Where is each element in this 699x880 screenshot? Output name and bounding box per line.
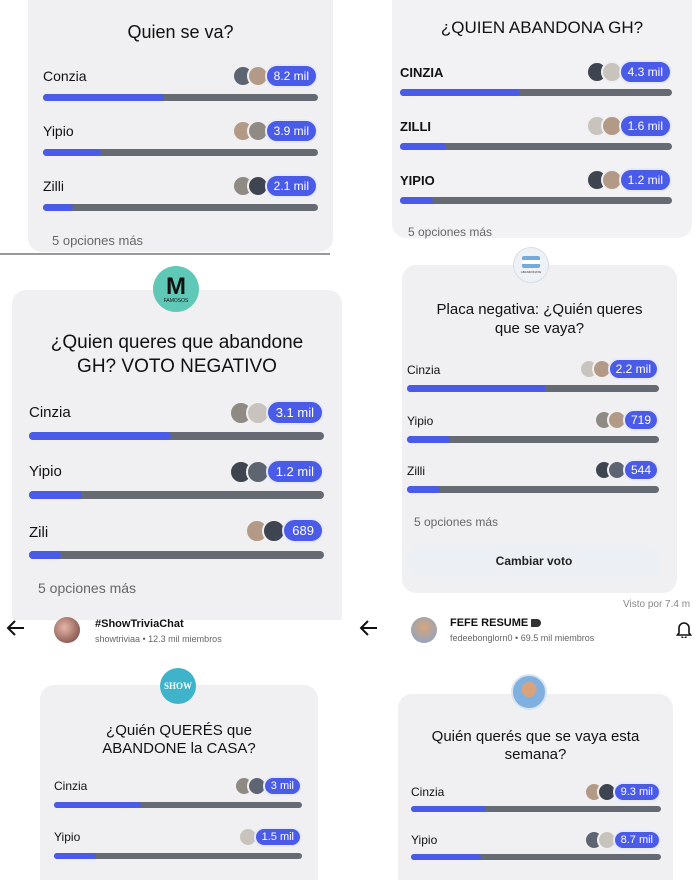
- vote-count: 1.2 mil: [586, 168, 672, 192]
- voter-avatars: [584, 830, 617, 850]
- poll-option[interactable]: [407, 358, 659, 398]
- poll-option[interactable]: [43, 119, 318, 159]
- poll-option[interactable]: [43, 64, 318, 104]
- result-bar: [411, 854, 661, 860]
- poll-option[interactable]: [400, 114, 672, 154]
- poll-option[interactable]: [54, 827, 302, 863]
- option-label: YIPIO: [400, 173, 435, 188]
- voter-avatars: [584, 782, 617, 802]
- result-bar: [43, 149, 318, 156]
- result-bar-fill: [407, 486, 440, 493]
- vote-count: 2.2 mil: [579, 358, 659, 380]
- poll-card: [40, 685, 318, 880]
- option-label: Yipio: [29, 463, 62, 480]
- voter-avatars: [234, 776, 267, 796]
- voter-avatars: [229, 401, 270, 425]
- poll-question-line2: que se vaya?: [494, 320, 585, 337]
- vote-count: 4.3 mil: [586, 60, 672, 84]
- poll-option[interactable]: [400, 60, 672, 100]
- result-bar-fill: [400, 89, 520, 96]
- channel-logo: [511, 674, 547, 710]
- option-label: Cinzia: [407, 363, 441, 377]
- option-label: Cinzia: [29, 404, 71, 421]
- channel-subtitle: fedeebonglorn0 • 69.5 mil miembros: [450, 633, 595, 643]
- result-bar: [43, 94, 318, 101]
- poll-option[interactable]: [29, 459, 324, 503]
- poll-option[interactable]: [29, 400, 324, 444]
- change-vote-button[interactable]: Cambiar voto: [408, 545, 660, 577]
- result-bar: [400, 143, 672, 150]
- option-label: Cinzia: [411, 785, 445, 799]
- poll-question: ¿QUIEN ABANDONA GH?: [440, 18, 644, 37]
- result-bar: [54, 802, 302, 808]
- more-options-link[interactable]: 5 opciones más: [408, 225, 493, 239]
- back-arrow-icon[interactable]: [359, 617, 379, 643]
- vote-count: 1.6 mil: [586, 114, 672, 138]
- poll-card: [12, 290, 342, 620]
- vote-count: 2.1 mil: [232, 174, 318, 198]
- poll-panel-6: [385, 660, 699, 880]
- vote-count: 719: [594, 409, 659, 431]
- result-bar-fill: [407, 385, 546, 392]
- voter-avatars: [229, 460, 270, 484]
- channel-logo: SHOW: [160, 668, 196, 704]
- poll-option[interactable]: [54, 776, 302, 812]
- result-bar-fill: [411, 806, 486, 812]
- poll-panel-2: [385, 0, 699, 240]
- poll-panel-5: [0, 660, 350, 880]
- bell-icon[interactable]: [676, 620, 692, 643]
- vote-count: 8.2 mil: [232, 64, 318, 88]
- poll-panel-1: [0, 0, 336, 255]
- poll-card: [398, 694, 673, 880]
- views-count: Visto por 7.4 m: [623, 599, 691, 610]
- poll-option[interactable]: [400, 168, 672, 208]
- poll-question-line2: ABANDONE la CASA?: [102, 740, 256, 757]
- vote-count: 3.1 mil: [229, 400, 324, 425]
- result-bar-fill: [29, 551, 61, 559]
- result-bar-fill: [54, 802, 141, 808]
- option-label: Yipio: [411, 833, 438, 847]
- result-bar-fill: [54, 853, 96, 859]
- option-label: Zilli: [407, 464, 425, 478]
- result-bar-fill: [400, 143, 446, 150]
- channel-name[interactable]: FEFE RESUME: [450, 617, 541, 629]
- voter-avatars: [232, 120, 269, 142]
- voter-avatars: [586, 61, 623, 83]
- vote-count: 689: [245, 518, 324, 543]
- channel-subtitle: showtriviaa • 12.3 mil miembros: [95, 634, 222, 644]
- result-bar: [407, 385, 659, 392]
- channel-logo: ABANDONATE: [513, 247, 549, 283]
- poll-option[interactable]: [29, 518, 324, 562]
- voter-avatars: [586, 115, 623, 137]
- voter-avatars: [232, 175, 269, 197]
- option-label: Zili: [29, 524, 49, 541]
- poll-question-line2: GH? VOTO NEGATIVO: [77, 356, 277, 377]
- voter-avatars: [579, 359, 612, 379]
- poll-question-line1: Quién querés que se vaya esta: [431, 728, 640, 745]
- poll-option[interactable]: [43, 174, 318, 214]
- vote-count: 544: [594, 459, 659, 481]
- option-label: Zilli: [43, 178, 64, 194]
- poll-question-line1: ¿Quién QUERÉS que: [106, 722, 252, 739]
- channel-avatar[interactable]: [54, 617, 80, 643]
- result-bar-fill: [43, 94, 164, 101]
- result-bar: [407, 436, 659, 443]
- result-bar-fill: [43, 204, 73, 211]
- result-bar-fill: [29, 432, 171, 440]
- poll-option[interactable]: [411, 830, 661, 866]
- poll-card: [402, 265, 677, 593]
- result-bar: [29, 491, 324, 499]
- poll-option[interactable]: [407, 409, 659, 449]
- option-label: ZILLI: [400, 119, 432, 134]
- result-bar-fill: [29, 491, 82, 499]
- poll-card: [392, 0, 692, 238]
- voter-avatars: [586, 169, 623, 191]
- vote-count: 1.5 mil: [238, 827, 302, 847]
- result-bar: [411, 806, 661, 812]
- result-bar: [400, 197, 672, 204]
- result-bar-fill: [400, 197, 433, 204]
- voter-avatars: [245, 519, 286, 543]
- megaphone-icon: [531, 619, 541, 627]
- channel-name[interactable]: #ShowTriviaChat: [95, 618, 184, 630]
- vote-count: 9.3 mil: [584, 782, 661, 802]
- channel-logo: M FAMOSOS: [153, 266, 199, 312]
- option-label: Yipio: [43, 123, 74, 139]
- result-bar: [29, 551, 324, 559]
- more-options-link[interactable]: 5 opciones más: [52, 233, 144, 248]
- poll-panel-3: [0, 260, 350, 620]
- result-bar: [400, 89, 672, 96]
- vote-count: 3.9 mil: [232, 119, 318, 143]
- option-label: CINZIA: [400, 65, 444, 80]
- divider: [0, 253, 330, 255]
- poll-question: Quien se va?: [127, 22, 234, 42]
- more-options-link[interactable]: 5 opciones más: [38, 580, 137, 596]
- poll-panel-4: [385, 245, 699, 615]
- voter-avatars: [232, 65, 269, 87]
- poll-question-line1: Placa negativa: ¿Quién queres: [436, 301, 643, 318]
- result-bar: [29, 432, 324, 440]
- channel-avatar[interactable]: [411, 617, 437, 643]
- vote-count: 3 mil: [234, 776, 302, 796]
- vote-count: 1.2 mil: [229, 459, 324, 484]
- vote-count: 8.7 mil: [584, 830, 661, 850]
- poll-question-line1: ¿Quien queres que abandone: [50, 332, 304, 353]
- flag-icon: [522, 256, 540, 268]
- poll-option[interactable]: [407, 459, 659, 499]
- more-options-link[interactable]: 5 opciones más: [414, 515, 499, 529]
- option-label: Yipio: [407, 414, 434, 428]
- option-label: Conzia: [43, 68, 87, 84]
- result-bar: [407, 486, 659, 493]
- back-arrow-icon[interactable]: [6, 617, 26, 643]
- poll-question-line2: semana?: [504, 746, 567, 763]
- poll-card: [28, 0, 333, 252]
- option-label: Cinzia: [54, 779, 88, 793]
- result-bar-fill: [43, 149, 101, 156]
- poll-option[interactable]: [411, 782, 661, 818]
- result-bar-fill: [411, 854, 481, 860]
- result-bar: [54, 853, 302, 859]
- option-label: Yipio: [54, 830, 81, 844]
- result-bar-fill: [407, 436, 450, 443]
- result-bar: [43, 204, 318, 211]
